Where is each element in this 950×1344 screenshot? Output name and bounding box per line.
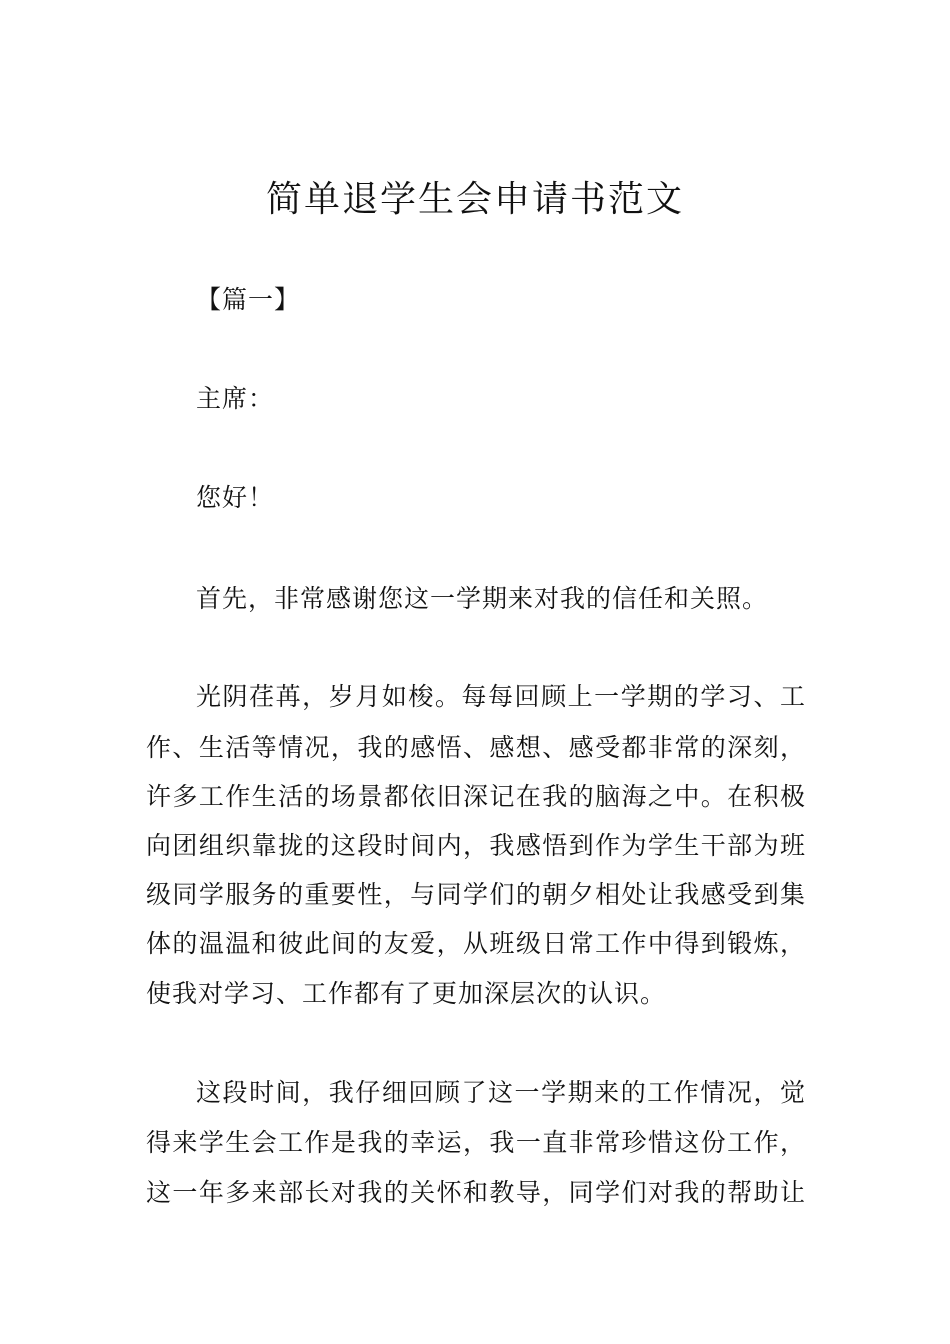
paragraph-2-line-5: 级同学服务的重要性，与同学们的朝夕相处让我感受到集 [146, 880, 806, 909]
paragraph-1: 首先，非常感谢您这一学期来对我的信任和关照。 [196, 584, 769, 613]
paragraph-2-line-4: 向团组织靠拢的这段时间内，我感悟到作为学生干部为班 [146, 831, 806, 860]
paragraph-3-line-1: 这段时间，我仔细回顾了这一学期来的工作情况，觉 [196, 1078, 806, 1107]
section-label: 【篇一】 [196, 285, 301, 314]
paragraph-2-line-3: 许多工作生活的场景都依旧深记在我的脑海之中。在积极 [146, 782, 806, 811]
paragraph-3-line-2: 得来学生会工作是我的幸运，我一直非常珍惜这份工作， [146, 1128, 806, 1157]
greeting: 您好！ [196, 483, 275, 512]
paragraph-2-line-7: 使我对学习、工作都有了更加深层次的认识。 [146, 979, 667, 1008]
paragraph-2-line-2: 作、生活等情况，我的感悟、感想、感受都非常的深刻， [146, 733, 806, 762]
paragraph-3-line-3: 这一年多来部长对我的关怀和教导，同学们对我的帮助让 [146, 1178, 806, 1207]
document-title: 简单退学生会申请书范文 [265, 179, 684, 220]
paragraph-2-line-6: 体的温温和彼此间的友爱，从班级日常工作中得到锻炼， [146, 929, 806, 958]
paragraph-2-line-1: 光阴荏苒，岁月如梭。每每回顾上一学期的学习、工 [196, 682, 806, 711]
salutation: 主席： [196, 384, 275, 413]
